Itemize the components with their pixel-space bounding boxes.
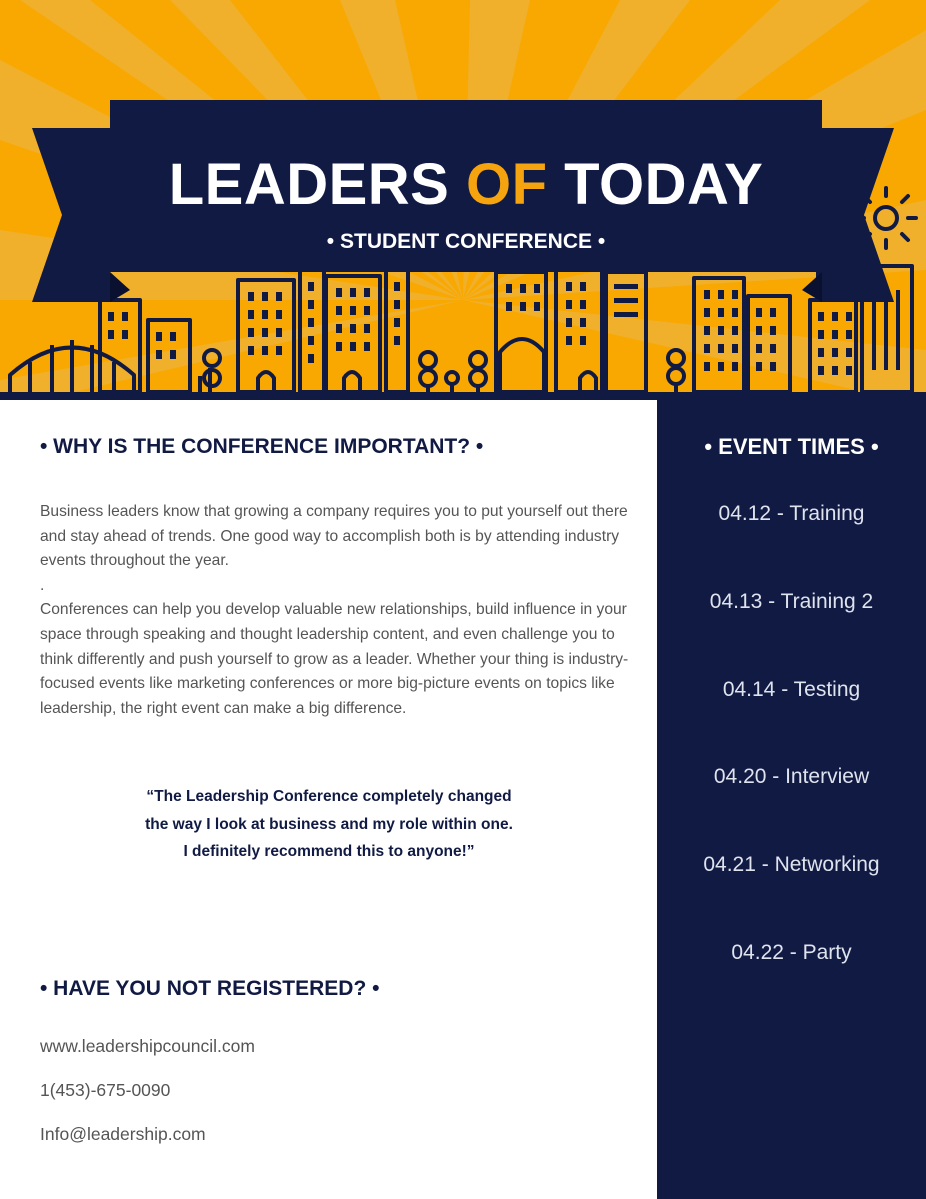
quote-line-3: I definitely recommend this to anyone!” — [183, 843, 475, 860]
event-title — [110, 150, 822, 220]
email-link[interactable]: Info@leadership.com — [40, 1124, 206, 1144]
body-text — [40, 500, 630, 721]
event-item: 04.22 - Party — [731, 941, 852, 964]
register-heading: • HAVE YOU NOT REGISTERED? • — [40, 977, 380, 1000]
title-part-1: LEADERS — [168, 152, 466, 217]
testimonial-quote — [40, 783, 618, 866]
event-item: 04.12 - Training — [718, 502, 865, 525]
event-item: 04.20 - Interview — [713, 765, 870, 788]
title-block — [110, 100, 822, 272]
title-part-2: TODAY — [547, 152, 764, 217]
event-item: 04.21 - Networking — [703, 853, 880, 876]
title-accent: OF — [465, 152, 548, 217]
event-times-sidebar — [657, 400, 926, 1199]
quote-line-1: “The Leadership Conference completely changed — [146, 788, 512, 805]
hero-banner — [0, 0, 926, 400]
quote-line-2: the way I look at business and my role within one. — [145, 815, 513, 833]
event-times-heading: • EVENT TIMES • — [704, 434, 879, 459]
event-item: 04.13 - Training 2 — [709, 590, 874, 613]
why-heading: • WHY IS THE CONFERENCE IMPORTANT? • — [40, 435, 484, 458]
paragraph-separator: . — [40, 576, 45, 594]
event-item: 04.14 - Testing — [722, 678, 861, 701]
paragraph-1: Business leaders know that growing a company requires you to put yourself out there and stay ahead of trends. One good way to accomplish both is by attending industry events throughout the year. — [40, 503, 628, 570]
website-link[interactable]: www.leadershipcouncil.com — [40, 1036, 255, 1056]
event-subtitle: • STUDENT CONFERENCE • — [326, 230, 606, 253]
phone-number[interactable]: 1(453)-675-0090 — [40, 1080, 171, 1100]
paragraph-2: Conferences can help you develop valuable new relationships, build influence in your space through speaking and thought leadership content, and even challenge you to think differently and push yourself to grow as a leader. Whether your thing is industry-focused events like marketing conferences or more big-picture events on topics like leadership, the right event can make a big difference. — [40, 601, 629, 717]
